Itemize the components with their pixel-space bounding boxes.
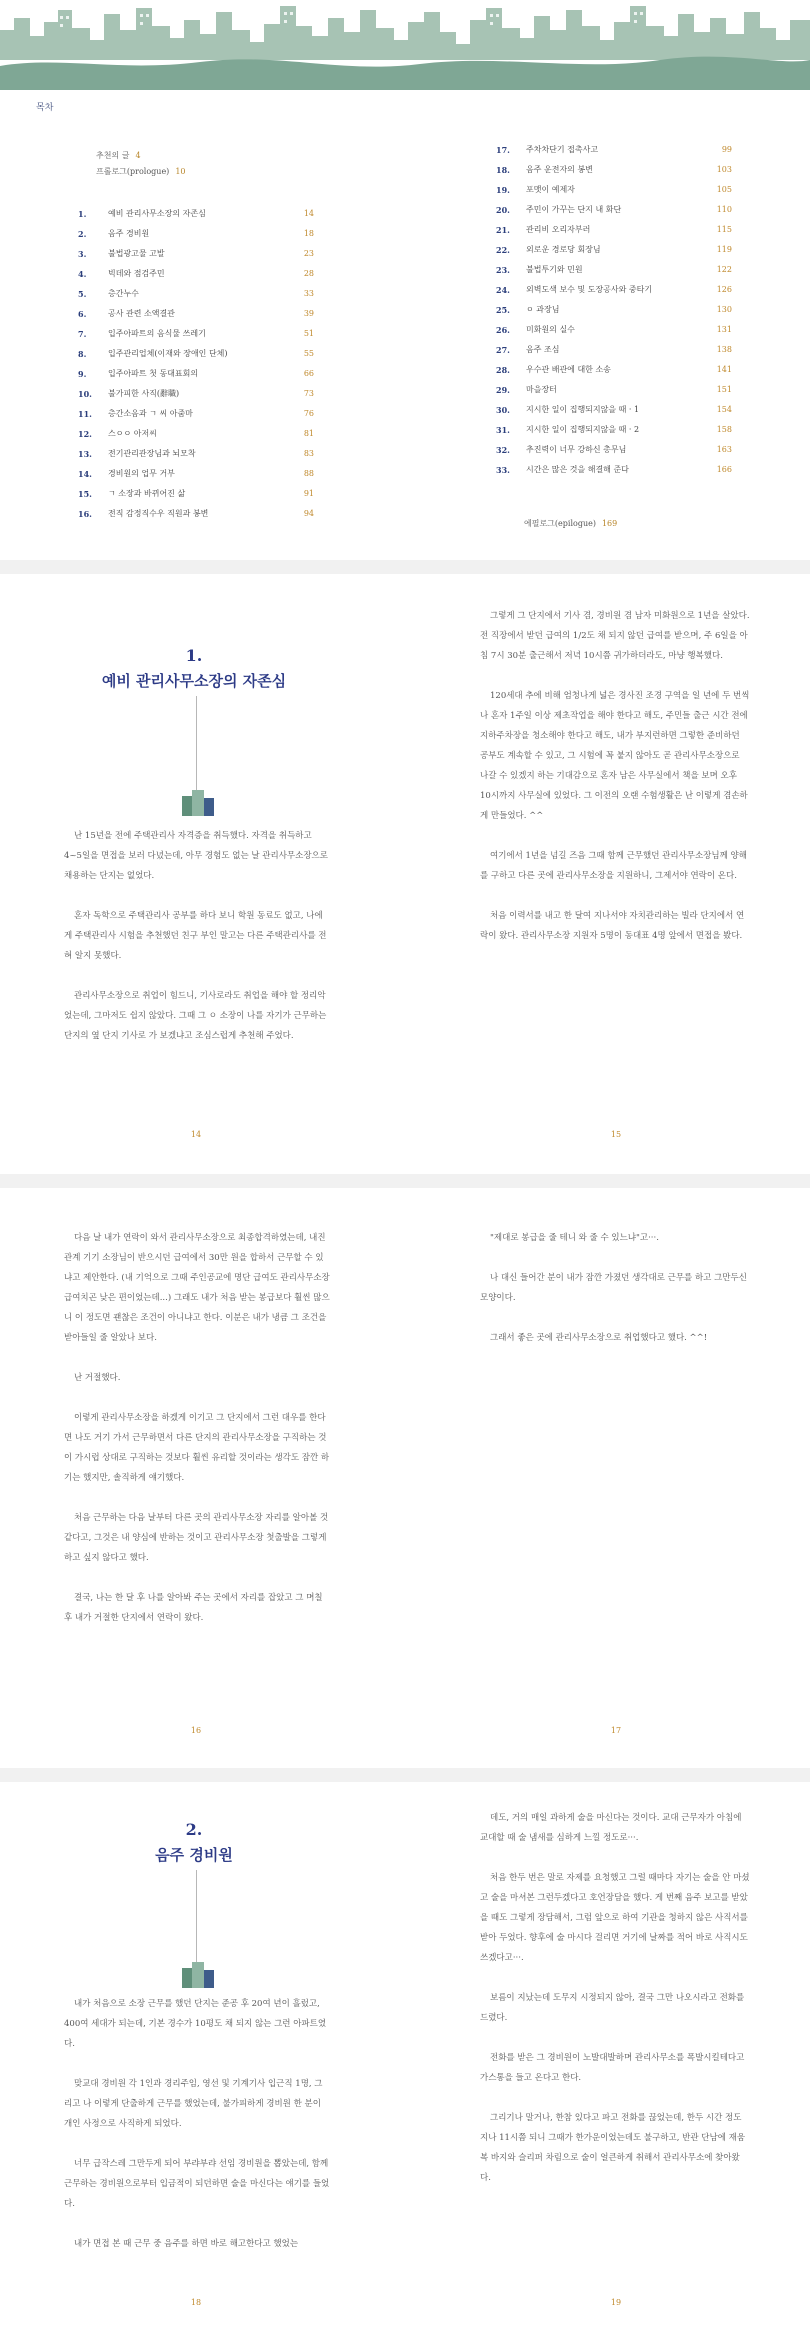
toc-entry-title: 음주 운전자의 봉변 xyxy=(526,165,593,174)
toc-entry-number: 30. xyxy=(496,405,510,415)
toc-entry-page: 105 xyxy=(716,185,732,194)
toc-entry-page: 94 xyxy=(303,509,314,518)
toc-entry-title: 음주 조심 xyxy=(526,345,560,354)
toc-entry[interactable] xyxy=(496,360,732,380)
toc-entry-number: 27. xyxy=(496,345,510,355)
body-paragraph: 처음 한두 번은 말로 자제를 요청했고 그럴 때마다 자기는 술을 안 마셨고 술을 마셔본 그런두겠다고 호언장담을 했다. 게 번째 음주 보고를 받았을 때도 그렇게 장담해서, 그럼 앞으로 하여 기관을 청하지 않은 사직서를 받아 두었다. 향후에 술 마시다 걸리면 거기에 날짜를 적어 바로 사직시도 쓰겠다고···. xyxy=(480,1873,750,1963)
toc-entry-number: 16. xyxy=(78,509,92,519)
city-skyline-banner xyxy=(0,0,810,90)
toc-entry-title: 외로운 경로당 회장님 xyxy=(526,245,601,254)
body-paragraph: 내가 처음으로 소장 근무를 했던 단지는 준공 후 20여 년이 흘렀고, 400여 세대가 되는데, 기본 경수가 10평도 채 되지 않는 그런 아파트였다. xyxy=(64,1999,327,2049)
toc-entry-page: 81 xyxy=(303,429,314,438)
toc-entry-title: 스ㅇㅇ 아저씨 xyxy=(108,429,157,438)
body-paragraph: 여기에서 1년을 넘길 즈음 그때 함께 근무했던 관리사무소장님께 양해를 구하고 다른 곳에 관리사무소장을 지원하니, 그제서야 연락이 온다. xyxy=(480,851,747,881)
toc-entry[interactable] xyxy=(496,140,732,160)
page-number-left: 18 xyxy=(190,2298,202,2307)
spread-pages-18-19 xyxy=(0,1782,810,2348)
toc-entry-page: 14 xyxy=(303,209,314,218)
toc-entry-title: 우수관 배관에 대한 소송 xyxy=(526,365,611,374)
toc-entry-number: 24. xyxy=(496,285,510,295)
toc-entry-title: 포맷이 예제자 xyxy=(526,185,575,194)
toc-preface-prologue xyxy=(96,166,186,177)
chapter-title: 음주 경비원 xyxy=(155,1846,233,1864)
toc-entry-number: 2. xyxy=(78,229,87,239)
body-paragraph: 처음 이력서를 내고 한 달여 지나서야 자치관리하는 빌라 단지에서 연락이 왔다. 관리사무소장 지원자 5명이 동대표 4명 앞에서 면접을 봤다. xyxy=(480,911,745,941)
toc-entry-number: 13. xyxy=(78,449,92,459)
toc-entry[interactable] xyxy=(496,420,732,440)
toc-entry-title: 불법광고물 고발 xyxy=(108,249,165,258)
body-paragraph: "제대로 봉급을 줄 테니 와 줄 수 있느냐"고···. xyxy=(490,1233,659,1243)
building-icon xyxy=(180,786,216,816)
left-page-body xyxy=(64,826,328,1066)
toc-entry-number: 7. xyxy=(78,329,87,339)
body-paragraph: 관리사무소장으로 취업이 힘드니, 기사로라도 취업을 해야 할 정리악었는데, 그마저도 쉽지 않았다. 그때 그 ㅇ 소장이 나를 자기가 근무하는 단지의 옆 단지 기사로 가 보겠냐고 조심스럽게 추천해 주었다. xyxy=(64,991,327,1041)
toc-entry-title: 입주아파트의 음식물 쓰레기 xyxy=(108,329,206,338)
page-number-right: 19 xyxy=(610,2298,622,2307)
toc-entry-page: 138 xyxy=(716,345,732,354)
body-paragraph: 혼자 독학으로 주택관리사 공부를 하다 보니 학원 동료도 없고, 나에게 주택관리사 시험을 추천했던 친구 부인 말고는 다른 주택관리사를 전혀 알지 못했다. xyxy=(64,911,327,961)
toc-entry-title: 외벽도색 보수 및 도장공사와 중타기 xyxy=(526,285,653,294)
toc-entry-number: 28. xyxy=(496,365,510,375)
toc-entry-title: ㄱ 소장과 바뀌어진 삶 xyxy=(108,489,186,498)
toc-entry-title: 경비원의 업무 거부 xyxy=(108,469,175,478)
toc-entry-title: 예비 관리사무소장의 자존심 xyxy=(108,209,206,218)
toc-entry[interactable] xyxy=(496,320,732,340)
chapter-title: 예비 관리사무소장의 자존심 xyxy=(101,672,287,690)
body-paragraph: 120세대 추에 비해 엄청나게 넓은 경사진 조경 구역을 일 년에 두 번씩 나 혼자 1주일 이상 제초작업을 해야 한다고 해도, 주민들 출근 시간 전에 지하주차장을 청소해야 한다고 해도, 내가 부지런하면 그렇한 준비하던 공부도 계속할 수 있고, 그 시험에 꼭 붙지 않아도 곧 관리사무소장으로 나갈 수 있겠지 하는 기대감으로 혼자 남은 사무실에서 책을 보며 오후 10시까지 사무실에 있었다. 그 이전의 오랜 수험생활은 난 이렇게 겸손하게 만들었다. ^^ xyxy=(480,691,750,821)
right-page-body xyxy=(480,1228,750,1368)
toc-epilogue-page: 169 xyxy=(601,519,618,528)
body-paragraph: 그리기나 말거나, 한참 있다고 파고 전화를 끊었는데, 한두 시간 정도 지나 11시쯤 되니 그때가 한가운이었는데도 불구하고, 반관 단남에 재움복 바지와 슬리퍼 차림으로 술이 얼큰하게 취해서 관리사무소에 찾아왔다. xyxy=(480,2113,746,2183)
body-paragraph: 결국, 나는 한 달 후 나를 알아봐 주는 곳에서 자리를 잡았고 그 며칠 후 내가 거절한 단지에서 연락이 왔다. xyxy=(64,1593,323,1623)
toc-entry-number: 8. xyxy=(78,349,87,359)
toc-entry[interactable] xyxy=(496,220,732,240)
body-paragraph: 너무 급작스레 그만두게 되어 부랴부랴 선임 경비원을 뽑았는데, 함께 근무하는 경비원으로부터 입금적이 되던하면 술을 마신다는 얘기를 들었다. xyxy=(64,2159,330,2209)
toc-entry-page: 103 xyxy=(716,165,732,174)
toc-entry[interactable] xyxy=(78,304,314,324)
left-page-body xyxy=(64,1228,330,1648)
toc-epilogue-label: 에필로그(epilogue) xyxy=(524,519,596,528)
toc-entry[interactable] xyxy=(496,400,732,420)
toc-epilogue xyxy=(524,518,617,529)
toc-entry-title: 주민이 가꾸는 단지 내 화단 xyxy=(526,205,622,214)
toc-entry-page: 33 xyxy=(303,289,314,298)
toc-entry-page: 131 xyxy=(716,325,732,334)
toc-entry-page: 119 xyxy=(716,245,732,254)
toc-preface-recommend xyxy=(96,150,141,161)
toc-entry-page: 163 xyxy=(716,445,732,454)
toc-entry-page: 110 xyxy=(716,205,732,214)
toc-entry-page: 151 xyxy=(716,385,732,394)
body-paragraph: 이렇게 관리사무소장을 하겠게 이기고 그 단지에서 그런 대우를 한다면 나도 거기 가서 근무하면서 다른 단지의 관리사무소장을 구직하는 것이 가시럽 상대로 구직하는 것보다 훨씬 유리할 것이라는 생각도 잠깐 하기는 했지만, 솔직하게 얘기했다. xyxy=(64,1413,330,1483)
toc-entry-number: 9. xyxy=(78,369,87,379)
toc-entry-number: 12. xyxy=(78,429,92,439)
toc-entry[interactable] xyxy=(496,380,732,400)
toc-list-right xyxy=(496,140,732,480)
toc-entry-title: 음주 경비원 xyxy=(108,229,150,238)
toc-entry-page: 130 xyxy=(716,305,732,314)
body-paragraph: 전화를 받은 그 경비원이 노발대발하며 관리사무소를 폭발시킬테다고 가스통을 들고 온다고 한다. xyxy=(480,2053,745,2083)
page-number-left: 16 xyxy=(190,1726,202,1735)
page-number-left: 14 xyxy=(190,1130,202,1139)
toc-preface-label: 프롤로그(prologue) xyxy=(96,167,170,176)
chapter-number: 1. xyxy=(185,646,203,665)
body-paragraph: 난 15년을 전에 주택관리사 자격증을 취득했다. 자격을 취득하고 4~5일을 면접을 보러 다녔는데, 아무 경험도 없는 날 관리사무소장으로 채용하는 단지는 없었다. xyxy=(64,831,328,881)
toc-entry-title: 주차차단기 접촉사고 xyxy=(526,145,599,154)
toc-entry[interactable] xyxy=(78,284,314,304)
toc-entry-title: 층간소음과 ㄱ 씨 아줌마 xyxy=(108,409,193,418)
body-paragraph: 처음 근무하는 다음 날부터 다른 곳의 관리사무소장 자리를 알아볼 것 같다고, 그것은 내 양심에 반하는 것이고 관리사무소장 첫출발을 그렇게 하고 싶지 않다고 했다. xyxy=(64,1513,329,1563)
toc-entry[interactable] xyxy=(496,300,732,320)
toc-entry[interactable] xyxy=(496,340,732,360)
toc-entry[interactable] xyxy=(78,444,314,464)
toc-entry-number: 26. xyxy=(496,325,510,335)
toc-entry-page: 141 xyxy=(716,365,732,374)
toc-entry-page: 23 xyxy=(303,249,314,258)
toc-entry-page: 88 xyxy=(303,469,314,478)
toc-entry-number: 32. xyxy=(496,445,510,455)
toc-preface-label: 추천의 글 xyxy=(96,151,130,160)
toc-entry-page: 39 xyxy=(303,309,314,318)
toc-entry[interactable] xyxy=(78,324,314,344)
toc-entry[interactable] xyxy=(78,424,314,444)
toc-entry[interactable] xyxy=(78,404,314,424)
building-icon xyxy=(180,1958,216,1988)
toc-entry-page: 28 xyxy=(303,269,314,278)
toc-entry-page: 55 xyxy=(303,349,314,358)
toc-entry[interactable] xyxy=(78,264,314,284)
body-paragraph: 나 대신 들어간 분이 내가 잠깐 가졌던 생각대로 근무를 하고 그만두신 모양이다. xyxy=(480,1273,747,1303)
body-paragraph: 보름이 지났는데 도무지 시정되지 않아, 결국 그만 나오시라고 전화를 드렸다. xyxy=(480,1993,745,2023)
toc-entry-number: 1. xyxy=(78,209,87,219)
toc-entry-number: 17. xyxy=(496,145,510,155)
page-number-right: 15 xyxy=(610,1130,622,1139)
toc-entry[interactable] xyxy=(78,484,314,504)
toc-entry-number: 6. xyxy=(78,309,87,319)
toc-entry-number: 31. xyxy=(496,425,510,435)
toc-entry-page: 158 xyxy=(716,425,732,434)
toc-entry-number: 21. xyxy=(496,225,510,235)
chapter-number: 2. xyxy=(185,1820,203,1839)
toc-entry-page: 126 xyxy=(716,285,732,294)
toc-entry-title: 지시한 일이 집행되지않을 때 · 1 xyxy=(526,405,640,414)
toc-entry-title: 불법투기와 민원 xyxy=(526,265,583,274)
toc-entry-title: 빅데와 점검주민 xyxy=(108,269,165,278)
toc-entry-title: 입주아파트 첫 동대표회의 xyxy=(108,369,199,378)
toc-entry-number: 29. xyxy=(496,385,510,395)
toc-entry-page: 76 xyxy=(303,409,314,418)
toc-entry-number: 18. xyxy=(496,165,510,175)
toc-list-left xyxy=(78,204,314,524)
toc-entry-number: 10. xyxy=(78,389,92,399)
toc-entry-page: 115 xyxy=(716,225,732,234)
toc-entry-page: 122 xyxy=(716,265,732,274)
page-number-right: 17 xyxy=(610,1726,622,1735)
toc-entry-number: 4. xyxy=(78,269,87,279)
toc-entry-title: 불가피한 사직(辭職) xyxy=(108,389,180,398)
toc-entry-number: 15. xyxy=(78,489,92,499)
toc-entry-page: 166 xyxy=(716,465,732,474)
toc-entry-title: 시간은 많은 것을 해결해 준다 xyxy=(526,465,629,474)
body-paragraph: 내가 면접 본 때 근무 중 음주를 하면 바로 해고한다고 했었는 xyxy=(74,2239,299,2249)
toc-entry[interactable] xyxy=(496,160,732,180)
body-paragraph: 다음 날 내가 연락이 와서 관리사무소장으로 최종합격하였는데, 내진 관계 기기 소장님이 반으시던 급여에서 30만 원을 합하서 근무할 수 있냐고 제안한다. (내 기억으로 그때 주인공교에 명단 급여도 관리사무소장 급여치곤 낮은 편이었는데...) 그래도 내가 처음 받는 봉급보다 훨씬 많으니 이 정도면 괜찮은 조건이 아니냐고 한다. 이분은 내가 냉큼 그 조건을 받아들일 줄 알았나 보다. xyxy=(64,1233,330,1343)
toc-entry-title: 층간누수 xyxy=(108,289,139,298)
body-paragraph: 맞교대 경비원 각 1인과 경리주임, 영선 및 기계기사 입근직 1명, 그리고 나 이렇게 단출하게 근무를 했었는데, 불가피하게 경비원 한 분이 개인 사정으로 사직하게 되었다. xyxy=(64,2079,323,2129)
toc-entry-number: 22. xyxy=(496,245,510,255)
toc-entry-page: 18 xyxy=(303,229,314,238)
toc-entry-page: 66 xyxy=(303,369,314,378)
toc-entry-number: 25. xyxy=(496,305,510,315)
toc-entry-number: 23. xyxy=(496,265,510,275)
body-paragraph: 난 거절했다. xyxy=(74,1373,121,1383)
toc-entry[interactable] xyxy=(496,460,732,480)
toc-entry-title: 미화원의 실수 xyxy=(526,325,575,334)
toc-entry-number: 20. xyxy=(496,205,510,215)
toc-entry-number: 5. xyxy=(78,289,87,299)
toc-entry[interactable] xyxy=(78,204,314,224)
toc-entry-title: 관리비 오리자부러 xyxy=(526,225,591,234)
toc-entry-title: 마을장터 xyxy=(526,385,557,394)
toc-entry[interactable] xyxy=(496,200,732,220)
toc-page xyxy=(0,0,810,560)
toc-entry-title: 전기관리관장님과 뇌모착 xyxy=(108,449,196,458)
toc-entry[interactable] xyxy=(78,464,314,484)
toc-preface-page: 10 xyxy=(175,167,186,176)
toc-preface-page: 4 xyxy=(135,151,141,160)
toc-entry-title: 공사 관련 소액결관 xyxy=(108,309,175,318)
toc-entry-number: 19. xyxy=(496,185,510,195)
left-page-body xyxy=(64,1994,330,2274)
toc-entry-number: 33. xyxy=(496,465,510,475)
toc-entry[interactable] xyxy=(496,260,732,280)
toc-entry-page: 154 xyxy=(716,405,732,414)
toc-entry-number: 14. xyxy=(78,469,92,479)
right-page-body xyxy=(480,606,750,966)
toc-entry-page: 99 xyxy=(721,145,732,154)
toc-heading: 목차 xyxy=(36,103,54,113)
toc-entry[interactable] xyxy=(78,224,314,244)
spread-pages-16-17 xyxy=(0,1188,810,1768)
toc-entry-title: ㅇ 과장님 xyxy=(526,305,560,314)
toc-entry[interactable] xyxy=(78,384,314,404)
toc-entry[interactable] xyxy=(78,364,314,384)
toc-entry[interactable] xyxy=(78,504,314,524)
toc-entry-title: 추진력이 너무 강하신 총무님 xyxy=(526,445,627,454)
body-paragraph: 데도, 거의 매일 과하게 술을 마신다는 것이다. 교대 근무자가 아침에 교대할 때 술 냄새를 심하게 느낄 정도로···. xyxy=(480,1813,742,1843)
toc-entry-page: 51 xyxy=(303,329,314,338)
toc-entry-number: 3. xyxy=(78,249,87,259)
toc-entry[interactable] xyxy=(78,244,314,264)
toc-entry-page: 91 xyxy=(303,489,314,498)
toc-entry-page: 73 xyxy=(303,389,314,398)
spread-pages-14-15 xyxy=(0,574,810,1174)
toc-entry-page: 83 xyxy=(303,449,314,458)
toc-entry-title: 전직 감정직수우 직원과 봉변 xyxy=(108,509,209,518)
toc-entry[interactable] xyxy=(496,240,732,260)
toc-entry-title: 입주관리업체(이재와 장애인 단체) xyxy=(108,349,228,358)
toc-entry[interactable] xyxy=(78,344,314,364)
body-paragraph: 그렇게 그 단지에서 기사 겸, 경비원 겸 남자 미화원으로 1년을 살았다. 전 직장에서 받던 급여의 1/2도 채 되지 않던 급여를 받으며, 주 6일을 아침 7시 30분 출근해서 저녁 10시쯤 귀가하더라도, 마냥 행복했다. xyxy=(480,611,750,661)
toc-entry[interactable] xyxy=(496,280,732,300)
toc-entry[interactable] xyxy=(496,440,732,460)
toc-entry-title: 지시한 일이 집행되지않을 때 · 2 xyxy=(526,425,640,434)
right-page-body xyxy=(480,1808,750,2208)
body-paragraph: 그래서 좋은 곳에 관리사무소장으로 취업했다고 했다. ^^! xyxy=(490,1333,708,1343)
toc-entry-number: 11. xyxy=(78,409,92,419)
toc-entry[interactable] xyxy=(496,180,732,200)
